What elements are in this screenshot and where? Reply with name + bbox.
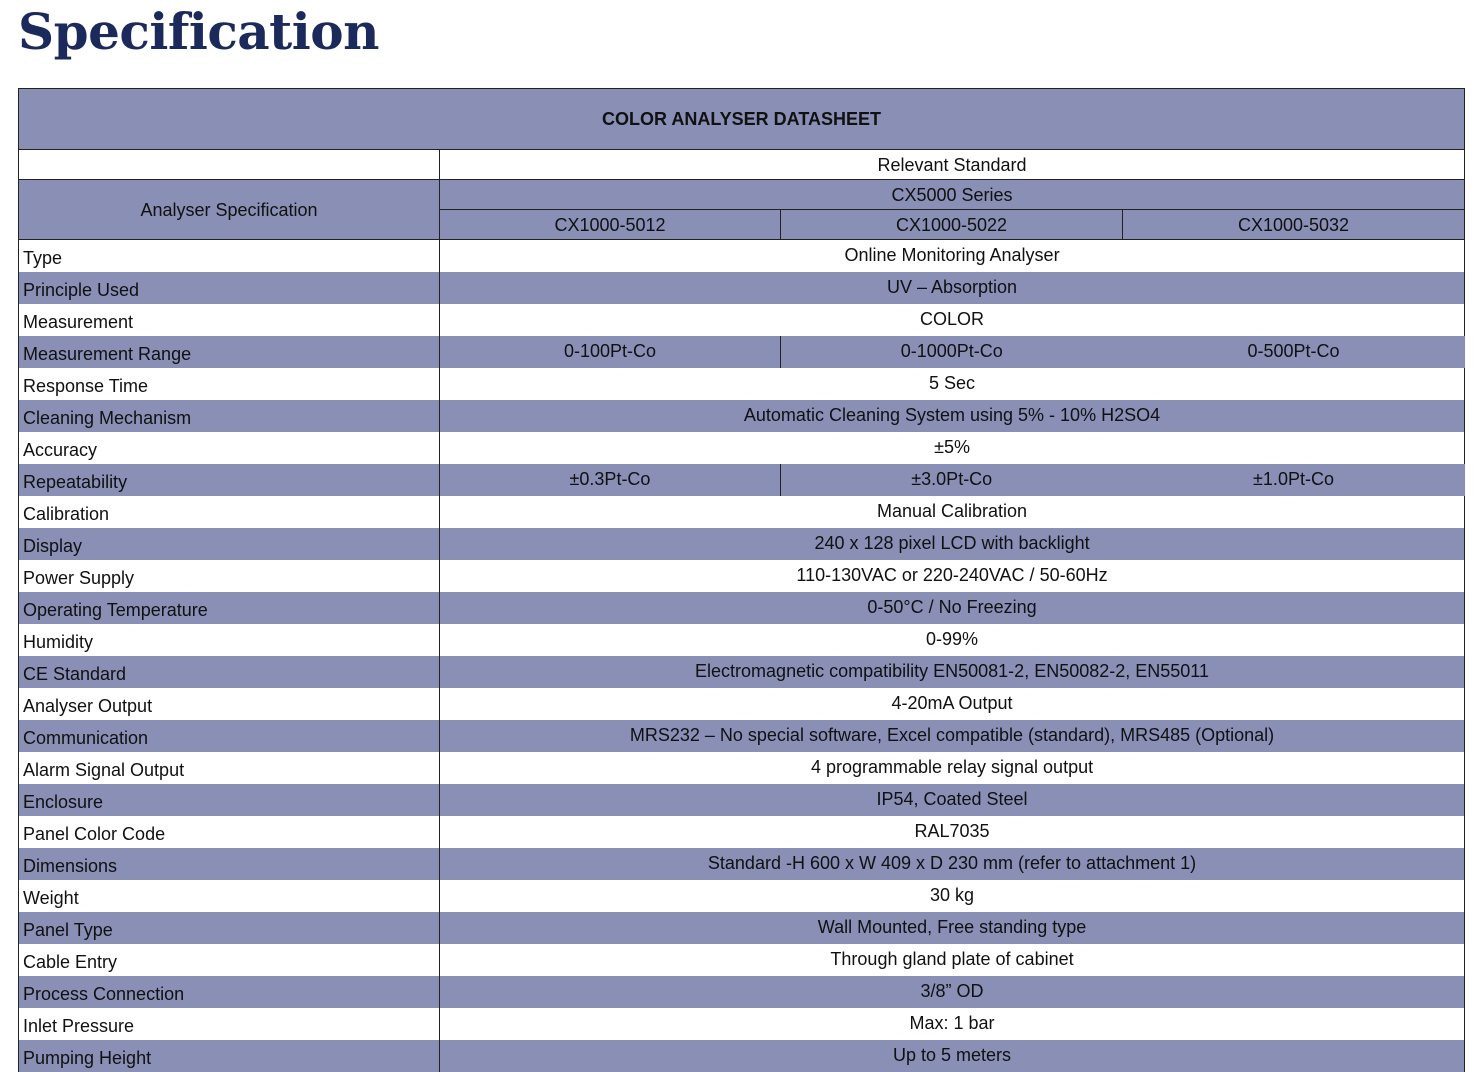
row-label: Cleaning Mechanism [19,400,440,432]
table-row [19,336,1465,368]
table-row [19,400,1465,432]
row-label: Process Connection [19,976,440,1008]
row-label: Repeatability [19,464,440,496]
table-row [19,368,1465,400]
series-header: CX5000 Series [440,180,1465,210]
row-value: Online Monitoring Analyser [440,240,1465,273]
row-value: ±1.0Pt-Co [1253,468,1334,489]
row-value: Through gland plate of cabinet [440,944,1465,976]
row-label: CE Standard [19,656,440,688]
row-value: RAL7035 [440,816,1465,848]
table-row [19,720,1465,752]
row-label: Cable Entry [19,944,440,976]
row-value: 0-99% [440,624,1465,656]
row-label: Pumping Height [19,1040,440,1072]
row-label: Weight [19,880,440,912]
table-row [19,496,1465,528]
model-header: CX1000-5032 [1123,210,1465,240]
row-value: 0-500Pt-Co [1247,340,1340,361]
row-value: Manual Calibration [440,496,1465,528]
table-row [19,304,1465,336]
analyser-spec-header: Analyser Specification [19,180,440,240]
table-row [19,784,1465,816]
row-value: 110-130VAC or 220-240VAC / 50-60Hz [440,560,1465,592]
row-value: Wall Mounted, Free standing type [440,912,1465,944]
relevant-standard-header: Relevant Standard [440,150,1465,180]
row-value: UV – Absorption [440,272,1465,304]
row-label: Alarm Signal Output [19,752,440,784]
table-row [19,976,1465,1008]
row-label: Accuracy [19,432,440,464]
row-label: Communication [19,720,440,752]
row-value: 30 kg [440,880,1465,912]
row-label: Response Time [19,368,440,400]
row-label: Enclosure [19,784,440,816]
row-value: IP54, Coated Steel [440,784,1465,816]
header-row-standard [19,150,1465,180]
row-value: 3/8” OD [440,976,1465,1008]
row-label: Display [19,528,440,560]
table-row [19,848,1465,880]
table-row [19,1040,1465,1072]
row-value: Up to 5 meters [440,1040,1465,1072]
row-value: ±5% [440,432,1465,464]
row-label: Humidity [19,624,440,656]
row-value: 0-1000Pt-Co [900,340,1003,361]
table-row [19,240,1465,273]
row-label: Power Supply [19,560,440,592]
table-row [19,656,1465,688]
table-row [19,752,1465,784]
table-row [19,592,1465,624]
row-label: Inlet Pressure [19,1008,440,1040]
row-value: ±3.0Pt-Co [911,468,993,489]
page-title: Specification [18,2,379,61]
row-label: Panel Type [19,912,440,944]
row-label: Analyser Output [19,688,440,720]
datasheet-banner: COLOR ANALYSER DATASHEET [19,89,1465,150]
row-label: Operating Temperature [19,592,440,624]
row-value: 240 x 128 pixel LCD with backlight [440,528,1465,560]
table-row [19,816,1465,848]
row-label: Measurement [19,304,440,336]
row-value: Electromagnetic compatibility EN50081-2, EN50082-2, EN55011 [440,656,1465,688]
table-row [19,272,1465,304]
model-header: CX1000-5012 [440,210,781,240]
table-row [19,464,1465,496]
row-value: ±0.3Pt-Co [440,464,781,496]
table-row [19,1008,1465,1040]
table-row [19,528,1465,560]
row-value: MRS232 – No special software, Excel compatible (standard), MRS485 (Optional) [440,720,1465,752]
row-label: Dimensions [19,848,440,880]
datasheet-table [18,88,1465,1072]
table-row [19,560,1465,592]
model-header: CX1000-5022 [781,210,1123,240]
row-value: 0-100Pt-Co [440,336,781,368]
row-value: Standard -H 600 x W 409 x D 230 mm (refer to attachment 1) [440,848,1465,880]
table-row [19,624,1465,656]
table-row [19,432,1465,464]
table-row [19,912,1465,944]
row-label: Type [19,240,440,273]
row-label: Panel Color Code [19,816,440,848]
row-label: Principle Used [19,272,440,304]
row-label: Calibration [19,496,440,528]
row-value: 4-20mA Output [440,688,1465,720]
table-row [19,688,1465,720]
row-value: COLOR [440,304,1465,336]
row-value: 4 programmable relay signal output [440,752,1465,784]
table-row [19,880,1465,912]
table-row [19,944,1465,976]
banner-row [19,89,1465,150]
row-value: 5 Sec [440,368,1465,400]
row-value: 0-50°C / No Freezing [440,592,1465,624]
row-value: Automatic Cleaning System using 5% - 10% H2SO4 [440,400,1465,432]
header-row-series [19,180,1465,210]
row-value: Max: 1 bar [440,1008,1465,1040]
header-blank-cell [19,150,440,180]
row-label: Measurement Range [19,336,440,368]
